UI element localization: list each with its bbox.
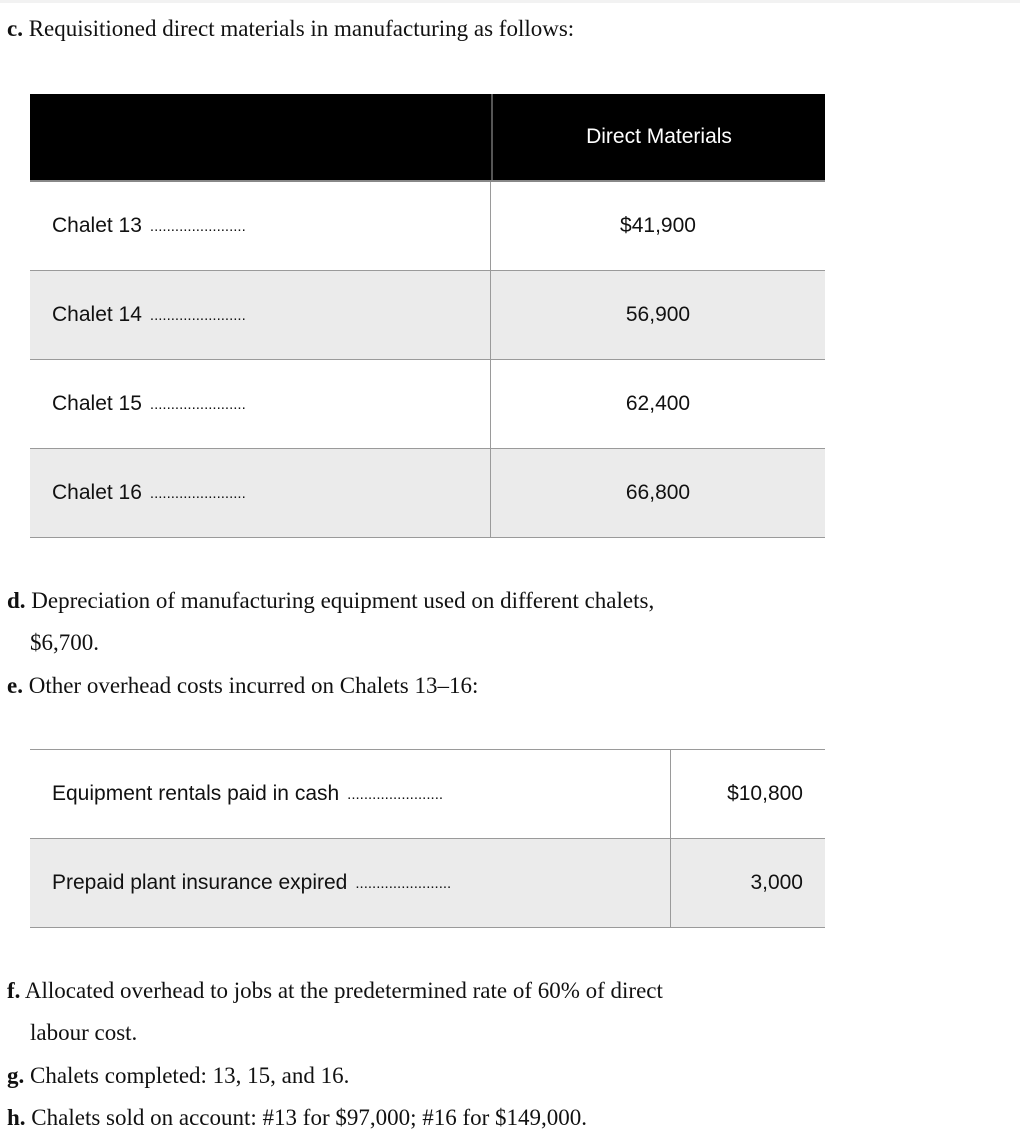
row-label: Prepaid plant insurance expired	[52, 871, 348, 894]
item-d-line2: $6,700.	[30, 630, 99, 655]
row-label: Chalet 14	[52, 303, 142, 326]
row-label-cell	[30, 182, 491, 270]
item-g	[7, 1055, 349, 1097]
item-e-letter: e.	[7, 673, 23, 698]
item-f-letter: f.	[7, 978, 21, 1003]
item-d-line1: Depreciation of manufacturing equipment used on different chalets,	[31, 588, 655, 613]
table-row	[30, 839, 825, 928]
top-divider	[0, 0, 1020, 3]
item-c-letter: c.	[7, 16, 23, 41]
item-g-text: Chalets completed: 13, 15, and 16.	[30, 1063, 350, 1088]
row-label-cell	[30, 839, 671, 927]
row-value: 56,900	[625, 303, 691, 326]
row-value: $41,900	[620, 214, 696, 237]
row-label: Chalet 13	[52, 214, 142, 237]
table-row	[30, 449, 825, 538]
item-d	[7, 580, 654, 622]
item-c-text: Requisitioned direct materials in manufacturing as follows:	[28, 16, 575, 41]
table-row	[30, 271, 825, 360]
item-h-letter: h.	[7, 1105, 26, 1130]
table-row	[30, 182, 825, 271]
row-label-cell	[30, 750, 671, 838]
item-h	[7, 1097, 587, 1139]
item-f-line1: Allocated overhead to jobs at the predetermined rate of 60% of direct	[24, 978, 663, 1003]
item-c	[7, 8, 574, 50]
item-f-line2: labour cost.	[30, 1020, 138, 1045]
row-value: 62,400	[625, 392, 691, 415]
table-header	[30, 94, 825, 182]
leader-dots: .......................	[347, 785, 444, 803]
row-value: $10,800	[727, 782, 803, 805]
leader-dots: .......................	[149, 217, 246, 235]
row-label: Equipment rentals paid in cash	[52, 782, 340, 805]
leader-dots: .......................	[149, 306, 246, 324]
row-label-cell	[30, 449, 491, 537]
leader-dots: .......................	[355, 874, 452, 892]
row-label: Chalet 16	[52, 481, 142, 504]
row-label-cell	[30, 360, 491, 448]
row-label-cell	[30, 271, 491, 359]
direct-materials-table	[30, 94, 825, 538]
header-blank-cell	[30, 94, 493, 180]
item-d-cont	[30, 622, 99, 664]
item-f-cont	[30, 1012, 137, 1054]
item-d-letter: d.	[7, 588, 26, 613]
overhead-costs-table	[30, 749, 825, 928]
table-row	[30, 750, 825, 839]
item-h-text: Chalets sold on account: #13 for $97,000; #16 for $149,000.	[31, 1105, 588, 1130]
row-label: Chalet 15	[52, 392, 142, 415]
item-e	[7, 665, 478, 707]
leader-dots: .......................	[149, 484, 246, 502]
table-row	[30, 360, 825, 449]
item-e-text: Other overhead costs incurred on Chalets 13–16:	[28, 673, 479, 698]
item-g-letter: g.	[7, 1063, 25, 1088]
row-value: 66,800	[625, 481, 691, 504]
item-f	[7, 970, 663, 1012]
leader-dots: .......................	[149, 395, 246, 413]
row-value: 3,000	[750, 871, 803, 894]
header-direct-materials: Direct Materials	[586, 125, 732, 148]
